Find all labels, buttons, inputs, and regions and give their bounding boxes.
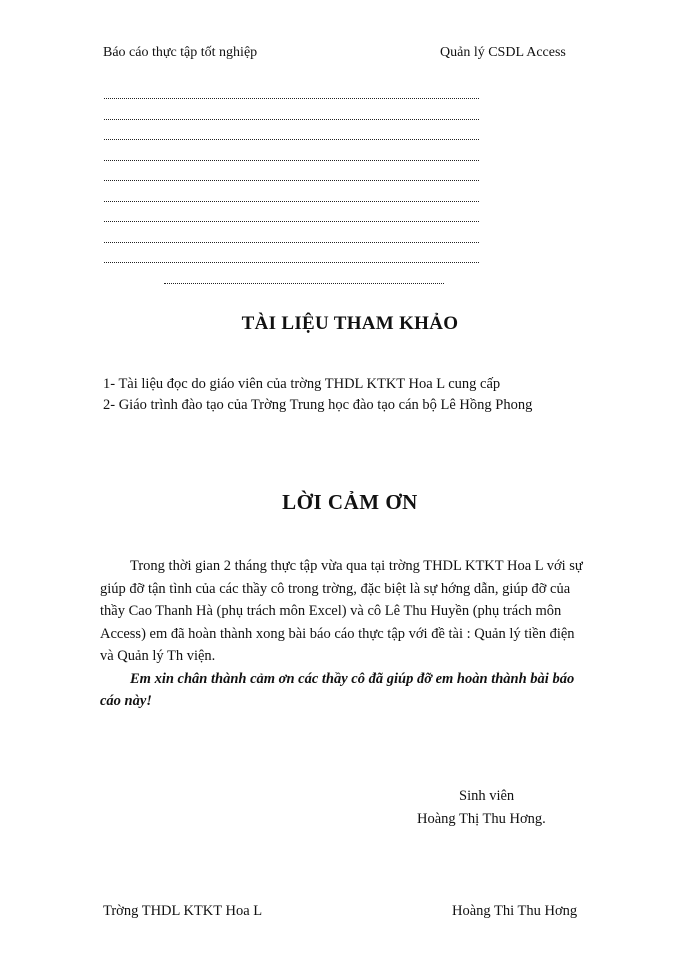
dotted-line	[104, 109, 479, 120]
dotted-line	[104, 129, 479, 140]
header-right: Quản lý CSDL Access	[440, 45, 566, 60]
signature-role: Sinh viên	[459, 788, 515, 804]
header-left: Báo cáo thực tập tốt nghiệp	[103, 45, 258, 60]
references-title: TÀI LIỆU THAM KHẢO	[241, 313, 459, 334]
thanks-title: LỜI CẢM ƠN	[282, 490, 418, 514]
dotted-line	[104, 191, 479, 202]
dotted-line	[164, 273, 444, 284]
thanks-body: Trong thời gian 2 tháng thực tập vừa qua tại trờng THDL KTKT Hoa L với sự giúp đỡ tận tình của các thầy cô trong trờng, đặc biệt là sự hớng dẫn, giúp đỡ của thầy Cao Thanh Hà (phụ trách môn Excel) và cô Lê Thu Huyền (phụ trách môn Access) em đã hoàn thành xong bài báo cáo thực tập với đề tài : Quản lý tiền điện và Quản lý Th viện.	[100, 558, 583, 664]
footer-right: Hoàng Thi Thu Hơng	[452, 903, 578, 919]
thanks-paragraph	[100, 555, 588, 713]
dotted-line	[104, 170, 479, 181]
dotted-line	[104, 232, 479, 243]
signature-name: Hoàng Thị Thu Hơng.	[417, 811, 546, 827]
dotted-line	[104, 88, 479, 99]
dotted-line	[104, 150, 479, 161]
dotted-line	[104, 211, 479, 222]
footer-left: Trờng THDL KTKT Hoa L	[103, 903, 263, 919]
thanks-closing: Em xin chân thành cảm ơn các thầy cô đã giúp đỡ em hoàn thành bài báo cáo này!	[100, 670, 575, 709]
reference-item: 1- Tài liệu đọc do giáo viên của trờng THDL KTKT Hoa L cung cấp	[103, 376, 501, 392]
dotted-lines	[104, 88, 479, 293]
dotted-line	[104, 252, 479, 263]
reference-item: 2- Giáo trình đào tạo của Trờng Trung học đào tạo cán bộ Lê Hồng Phong	[103, 397, 533, 413]
references-list	[103, 374, 532, 416]
